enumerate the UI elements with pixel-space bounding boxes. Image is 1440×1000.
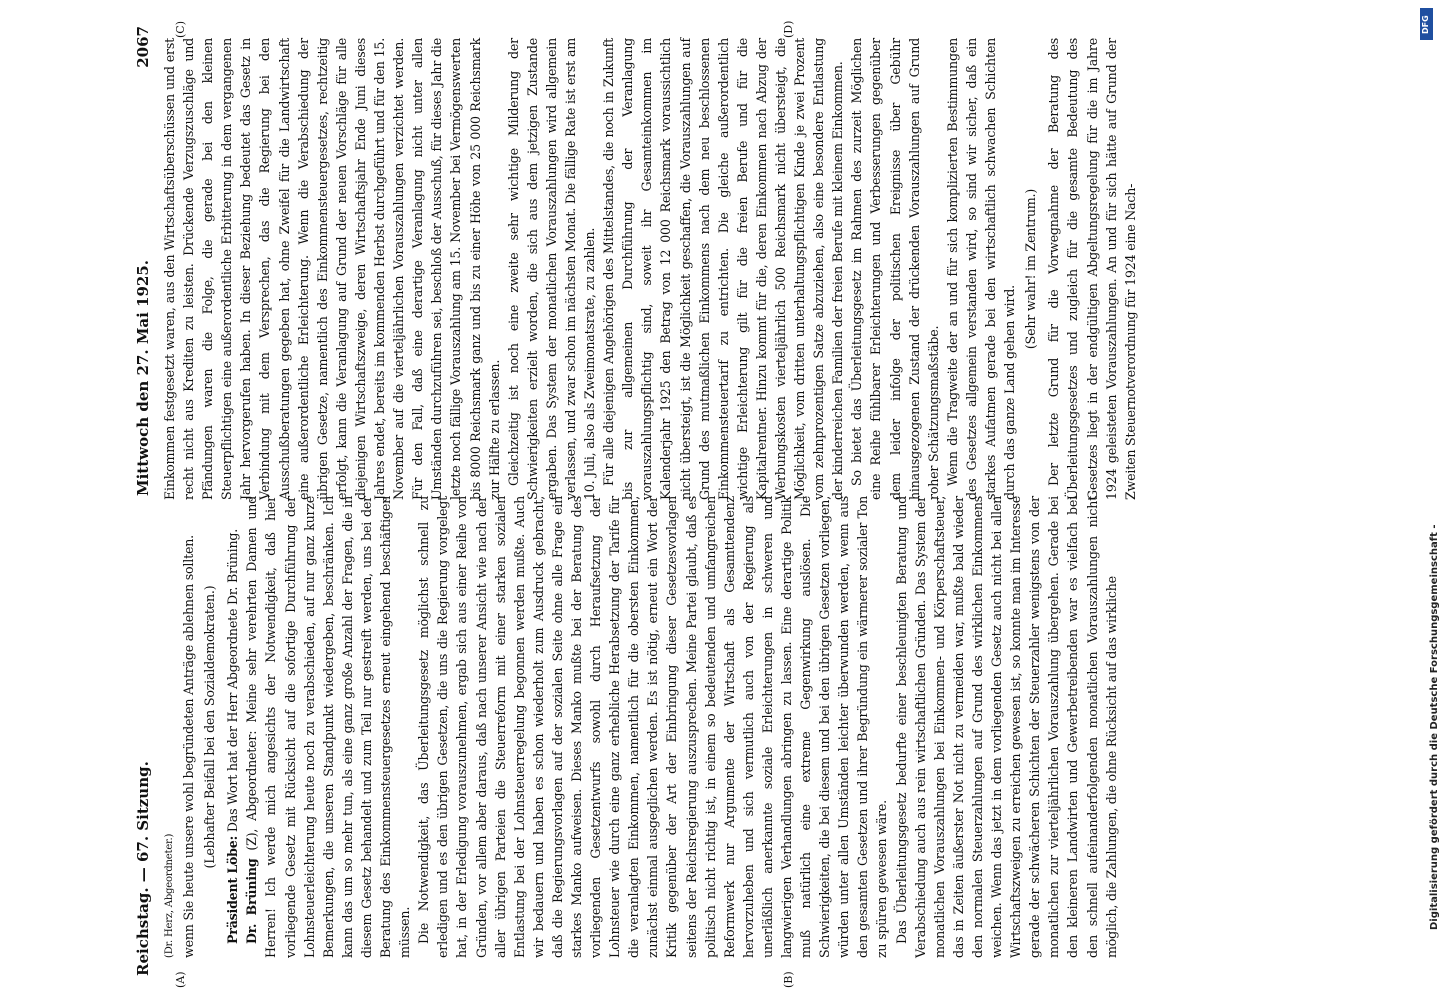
header-session: Reichstag. — 67. Sitzung. (134, 761, 152, 976)
margin-mark-b: (B) (782, 971, 795, 988)
speaker-name: Dr. Brüning (244, 858, 260, 944)
paragraph: Das Überleitungsgesetz bedurfte einer beschleunigten Beratung und Verabschiedung auch aus rein wirtschaftlichen Gründen. Das System der monatlichen Vorauszahlungen bei Einkommen- und Körperschaftsteuer, das in Zeiten äußerster Not nicht zu vermeiden war, mußte bald wieder den normalen Steuerzahlungen auf Grund des wirklichen Einkommens weichen. Wenn das jetzt in dem vorliegenden Gesetz auch nicht bei allen Wirtschaftszweigen zu erreichen gewesen ist, so konnte man im Interesse gerade der schwächeren Schichten der Steuerzahler wenigstens von der monatlichen zur vierteljährlichen Vorauszahlung übergehen. Gerade bei den kleineren Landwirten und Gewerbetreibenden war es vielfach bei den schnell aufeinanderfolgenden monatlichen Vorauszahlungen nicht möglich, die Zahlungen, die ohne Rücksicht auf das wirkliche (893, 496, 1119, 958)
left-column (160, 496, 1400, 958)
paragraph: Einkommen festgesetzt waren, aus den Wirtschaftsüberschüssen und erst recht nicht aus Krediten zu leisten. Drückende Verzugszuschläge und Pfändungen waren die Folge, die gerade bei den kleinen Steuerpflichtigen eine außerordentliche Erbitterung in dem vergangenen Jahr hervorgerufen haben. In dieser Beziehung bedeutet das Gesetz in Verbindung mit dem Versprechen, das die Regierung bei den Ausschußberatungen gegeben hat, ohne Zweifel für die Landwirtschaft eine außerordentliche Erleichterung. Wenn die Verabschiedung der übrigen Gesetze, namentlich des Einkommensteuergesetzes, rechtzeitig erfolgt, kann die Veranlagung auf Grund der neuen Vorschläge für alle diejenigen Wirtschaftszweige, deren Wirtschaftsjahr Ende Juni dieses Jahres endet, bereits im kommenden Herbst durchgeführt und für den 15. November auf die vierteljährlichen Vorauszahlungen verzichtet werden. Für den Fall, daß eine derartige Veranlagung nicht unter allen Umständen durchzuführen sei, beschloß der Ausschuß, für dieses Jahr die letzte noch fällige Vorauszahlung am 15. November bei Vermögenswerten bis 8000 Reichsmark ganz und bis zu einer Höhe von 25 000 Reichsmark zur Hälfte zu erlassen. (162, 38, 502, 500)
header-date: Mittwoch den 27. Mai 1925. (134, 259, 152, 496)
paragraph: Gleichzeitig ist noch eine zweite sehr wichtige Milderung der Schwierigkeiten erzielt worden, die sich aus dem jetzigen Zustande ergaben. Das System der monatlichen Vorauszahlungen wird allgemein verlassen, und zwar schon im nächsten Monat. Die fällige Rate ist erst am 10. Juli, also als Zweimonatsrate, zu zahlen. (505, 38, 598, 500)
dfg-logo (1420, 8, 1433, 40)
speech-intro (242, 496, 414, 958)
paragraph: wenn Sie heute unsere wohl begründeten Anträge ablehnen sollten. (181, 535, 197, 958)
paragraph: Die Notwendigkeit, das Überleitungsgesetz möglichst schnell zu erledigen und es den übrigen Gesetzen, die uns die Regierung vorgelegt hat, in der Erledigung vorauszunehmen, ergab sich aus einer Reihe von Gründen, vor allem aber daraus, daß nach unserer Ansicht wie nach der aller übrigen Parteien die Steuerreform mit einer starken sozialen Entlastung bei der Lohnsteuerregelung begonnen werden mußte. Auch wir bedauern und haben es schon wiederholt zum Ausdruck gebracht, daß die Regierungsvorlagen auf der sozialen Seite ohne alle Frage ein starkes Manko aufweisen. Dieses Manko mußte bei der Beratung des vorliegenden Gesetzentwurfs sowohl durch Heraufsetzung der Lohnsteuer wie durch eine ganz erhebliche Herabsetzung der Tarife für die veranlagten Einkommen, namentlich für die obersten Einkommen, zunächst einmal ausgeglichen werden. Es ist nötig, erneut ein Wort der Kritik gegenüber der Art der Einbringung dieser Gesetzesvorlagen seitens der Reichsregierung auszusprechen. Meine Partei glaubt, daß es politisch nicht richtig ist, in einem so bedeutenden und umfangreichen Reformwerk nur Argumente der Wirtschaft als Gesamttendenz hervorzuheben und sich vermutlich auch von der Regierung als unerläßlich anerkannte soziale Erleichterungen in schweren und langwierigen Verhandlungen abringen zu lassen. Eine derartige Politik muß natürlich eine extreme Gegenwirkung auslösen. Die Schwierigkeiten, die bei diesem und bei den übrigen Gesetzen vorliegen, würden unter allen Umständen leichter überwunden werden, wenn aus den gesamten Gesetzen und ihrer Begründung ein wärmerer sozialer Ton zu spüren gewesen wäre. (416, 496, 890, 958)
paragraph: So bietet das Überleitungsgesetz im Rahmen des zurzeit Möglichen eine Reihe fühlbarer Erleichterungen und Verbesserungen gegenüber dem leider infolge der politischen Ereignisse über Gebühr hinausgezogenen Zustand der drückenden Vorauszahlungen auf Grund roher Schätzungsmaßstäbe. (849, 38, 941, 500)
president-remark (223, 496, 242, 958)
right-column (160, 38, 1400, 500)
margin-mark-c: (C) (174, 21, 187, 38)
page-number: 2067 (134, 26, 152, 68)
margin-mark-d: (D) (782, 20, 795, 38)
audience-reaction: (Lebhafter Beifall bei den Sozialdemokraten.) (202, 585, 218, 869)
speech-intro-text: (Z), Abgeordneter: Meine sehr verehrten Damen und Herren! Ich werde mich angesichts der Notwendigkeit, daß hier vorliegende Gesetz mit Rücksicht auf die sofortige Durchführung der Lohnsteuerleichterung heute noch zu verabschieden, auf nur ganz kurze Bemerkungen, die unseren Standpunkt wiedergeben, beschränken. Ich kann das um so mehr tun, als eine ganz große Anzahl der Fragen, die in diesem Gesetz behandelt und zum Teil nur gestreift werden, uns bei der Beratung des Einkommensteuergesetzes erneut eingehend beschäftigen müssen. (244, 495, 413, 958)
paragraph: Für alle diejenigen Angehörigen des Mittelstandes, die noch in Zukunft bis zur allgemeinen Durchführung der Veranlagung vorauszahlungspflichtig sind, soweit ihr Gesamteinkommen im Kalenderjahr 1925 den Betrag von 12 000 Reichsmark voraussichtlich nicht übersteigt, ist die Möglichkeit geschaffen, die Vorauszahlungen auf Grund des mutmaßlichen Einkommens nach dem neu beschlossenen Einkommensteuertarif zu entrichten. Die gleiche außerordentlich wichtige Erleichterung gilt für die freien Berufe und für die Kapitalrentner. Hinzu kommt für die, deren Einkommen nach Abzug der Werbungskosten vierteljährlich 500 Reichsmark nicht übersteigt, die Möglichkeit, vom dritten unterhaltungspflichtigen Kinde je zwei Prozent vom zehnprozentigen Satze abzuziehen, also eine besondere Entlastung der kinderreichen Familien der freien Berufe mit kleinem Einkommen. (601, 38, 846, 500)
digitization-credit: Digitalisierung gefördert durch die Deutsche Forschungsgemeinschaft - (1429, 524, 1440, 930)
page-header (128, 26, 160, 976)
speaker-tag: (Dr. Herz, Abgeordneter.) (164, 833, 175, 958)
audience-reaction: (Sehr wahr! im Zentrum.) (1023, 188, 1039, 350)
paragraph: Wenn die Tragweite der an und für sich komplizierten Bestimmungen des Gesetzes allgemein verstanden wird, so sind wir sicher, daß ein starkes Aufatmen gerade bei den wirtschaftlich schwachen Schichten durch das ganze Land gehen wird. (944, 38, 1018, 500)
president-text: Das Wort hat der Herr Abgeordnete Dr. Brüning. (225, 528, 241, 833)
paragraph: Der letzte Grund für die Vorwegnahme der Beratung des Überleitungsgesetzes und zugleich für die gesamte Bedeutung des Gesetzes liegt in der endgültigen Abgeltungsregelung für die im Jahre 1924 geleisteten Vorauszahlungen. An und für sich hätte auf Grund der Zweiten Steuernotverordnung für 1924 eine Nach- (1046, 38, 1138, 500)
rotated-page (122, 10, 1412, 990)
dfg-logo-text: DFG (1421, 15, 1430, 34)
margin-mark-a: (A) (174, 971, 187, 988)
president-name: Präsident Löbe: (225, 835, 241, 944)
